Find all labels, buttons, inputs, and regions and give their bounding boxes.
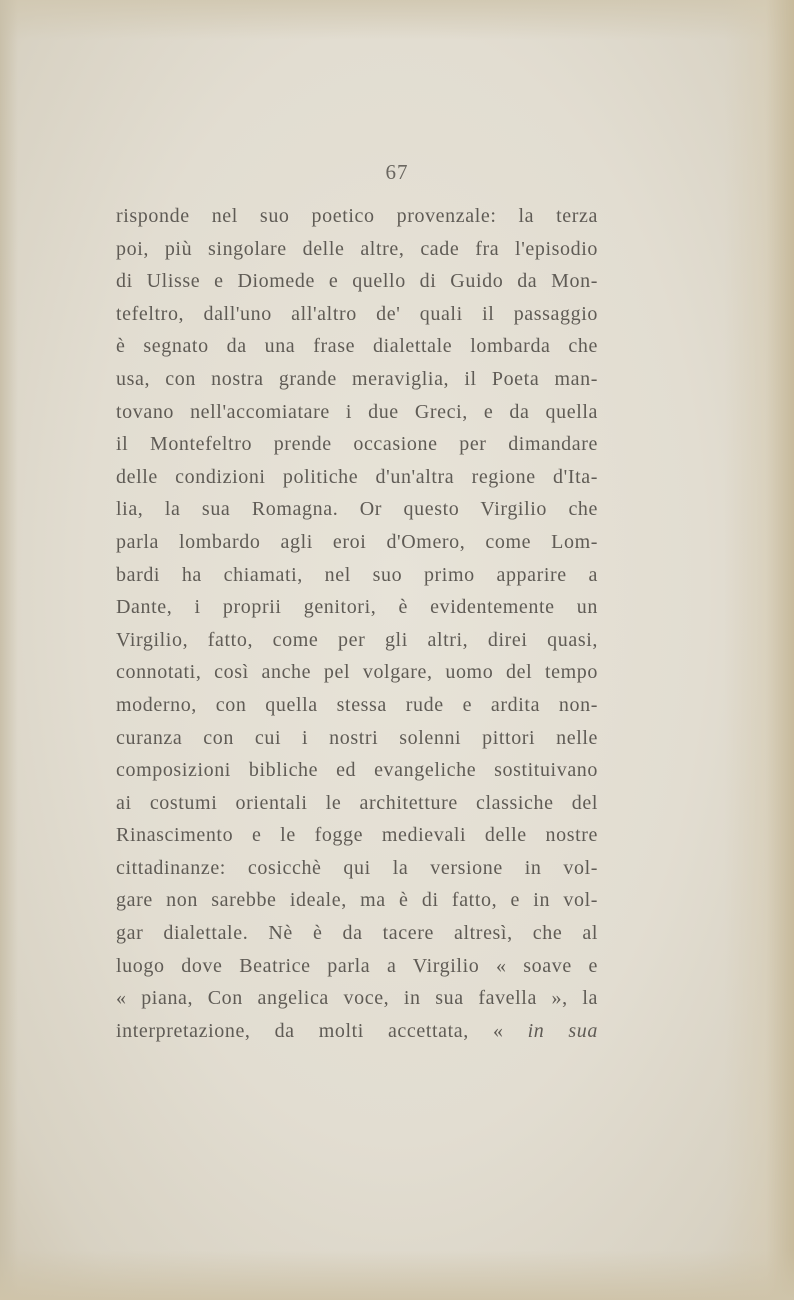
text-line: lia, la sua Romagna. Or questo Virgilio che (116, 498, 598, 521)
quote-open: « (492, 1019, 504, 1042)
text-line: moderno, con quella stessa rude e ardita non- (116, 693, 598, 716)
text-line: bardi ha chiamati, nel suo primo apparire a (116, 563, 598, 586)
page-shadow-left (0, 0, 18, 1300)
text-line: cittadinanze: cosicchè qui la versione in vol- (116, 856, 598, 879)
text-line: Dante, i proprii genitori, è evidentemente un (116, 596, 598, 619)
page-shadow-bottom (0, 1250, 794, 1300)
text-line: gar dialettale. Nè è da tacere altresì, che al (116, 922, 598, 945)
page-shadow-right (724, 0, 794, 1300)
text-line: poi, più singolare delle altre, cade fra l'episodio (116, 237, 598, 260)
text-line: parla lombardo agli eroi d'Omero, come Lom- (116, 530, 598, 553)
text-line: ai costumi orientali le architetture classiche del (116, 791, 598, 814)
page-shadow-top (0, 0, 794, 40)
italic-phrase: in sua (527, 1019, 598, 1042)
text-line: composizioni bibliche ed evangeliche sostituivano (116, 759, 598, 782)
text-line: gare non sarebbe ideale, ma è di fatto, e in vol- (116, 889, 598, 912)
text-line: curanza con cui i nostri solenni pittori nelle (116, 726, 598, 749)
text-line: delle condizioni politiche d'un'altra regione d'Ita- (116, 465, 598, 488)
text-line: di Ulisse e Diomede e quello di Guido da Mon- (116, 270, 598, 293)
text-line: risponde nel suo poetico provenzale: la terza (116, 205, 598, 227)
text-line: usa, con nostra grande meraviglia, il Poeta man- (116, 367, 598, 390)
text-line: « piana, Con angelica voce, in sua favella », la (116, 987, 598, 1010)
text-line: tefeltro, dall'uno all'altro de' quali il passaggio (116, 302, 598, 325)
text-line: Rinascimento e le fogge medievali delle nostre (116, 824, 598, 847)
text-line: Virgilio, fatto, come per gli altri, direi quasi, (116, 628, 598, 651)
body-text (116, 200, 598, 1047)
last-line-text: interpretazione, da molti accettata, (116, 1019, 469, 1042)
page-number: 67 (385, 160, 409, 184)
text-line: è segnato da una frase dialettale lombarda che (116, 335, 598, 358)
text-line-last (116, 1015, 598, 1048)
text-line: tovano nell'accomiatare i due Greci, e da quella (116, 400, 598, 423)
text-line: luogo dove Beatrice parla a Virgilio « soave e (116, 954, 598, 977)
text-line: connotati, così anche pel volgare, uomo del tempo (116, 661, 598, 684)
text-line: il Montefeltro prende occasione per dimandare (116, 433, 598, 456)
